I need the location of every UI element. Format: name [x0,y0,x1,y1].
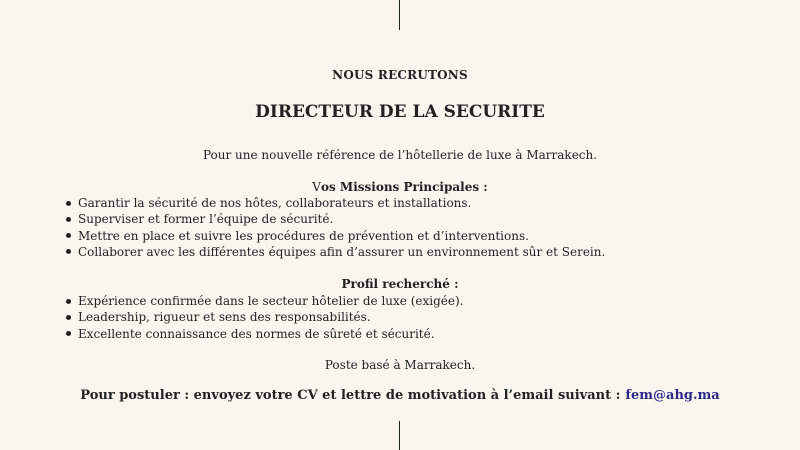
missions-heading-initial: V [312,180,321,194]
profile-list [64,293,463,342]
list-item [64,228,605,244]
missions-heading-text: os Missions Principales : [320,180,488,194]
top-divider-line [399,0,400,30]
list-item-text: Mettre en place et suivre les procédures de prévention et d’interventions. [78,228,529,243]
list-item [64,326,463,342]
list-item-text: Collaborer avec les différentes équipes afin d’assurer un environnement sûr et Serein. [78,244,606,259]
email-link[interactable]: fem@ahg.ma [625,388,720,403]
list-item-text: Garantir la sécurité de nos hôtes, collaborateurs et installations. [78,196,472,210]
bullet-icon [66,249,71,254]
bullet-icon [66,201,71,206]
apply-text: Pour postuler : envoyez votre CV et lettre de motivation à l’email suivant : [80,388,621,403]
profile-heading: Profil recherché : [341,277,459,291]
bullet-icon [66,233,71,238]
bullet-icon [66,315,71,320]
list-item [64,293,463,309]
list-item [64,195,605,211]
list-item [64,309,463,325]
list-item-text: Expérience confirmée dans le secteur hôtelier de luxe (exigée). [78,294,464,308]
bottom-divider-line [399,421,400,450]
bullet-icon [66,217,71,222]
list-item [64,211,605,227]
bullet-icon [66,331,71,336]
job-title: DIRECTEUR DE LA SECURITE [255,102,545,122]
list-item-text: Superviser et former l’équipe de sécurité. [78,212,334,227]
list-item-text: Leadership, rigueur et sens des responsabilités. [78,310,371,325]
missions-list [64,195,605,260]
location-text: Poste basé à Marrakech. [324,358,476,372]
list-item-text: Excellente connaissance des normes de sûreté et sécurité. [78,326,435,341]
recruiting-tag: NOUS RECRUTONS [332,68,468,82]
bullet-icon [66,299,71,304]
list-item [64,244,605,260]
intro-text: Pour une nouvelle référence de l’hôtellerie de luxe à Marrakech. [202,148,598,162]
apply-instructions [0,388,800,403]
missions-heading [0,180,800,194]
